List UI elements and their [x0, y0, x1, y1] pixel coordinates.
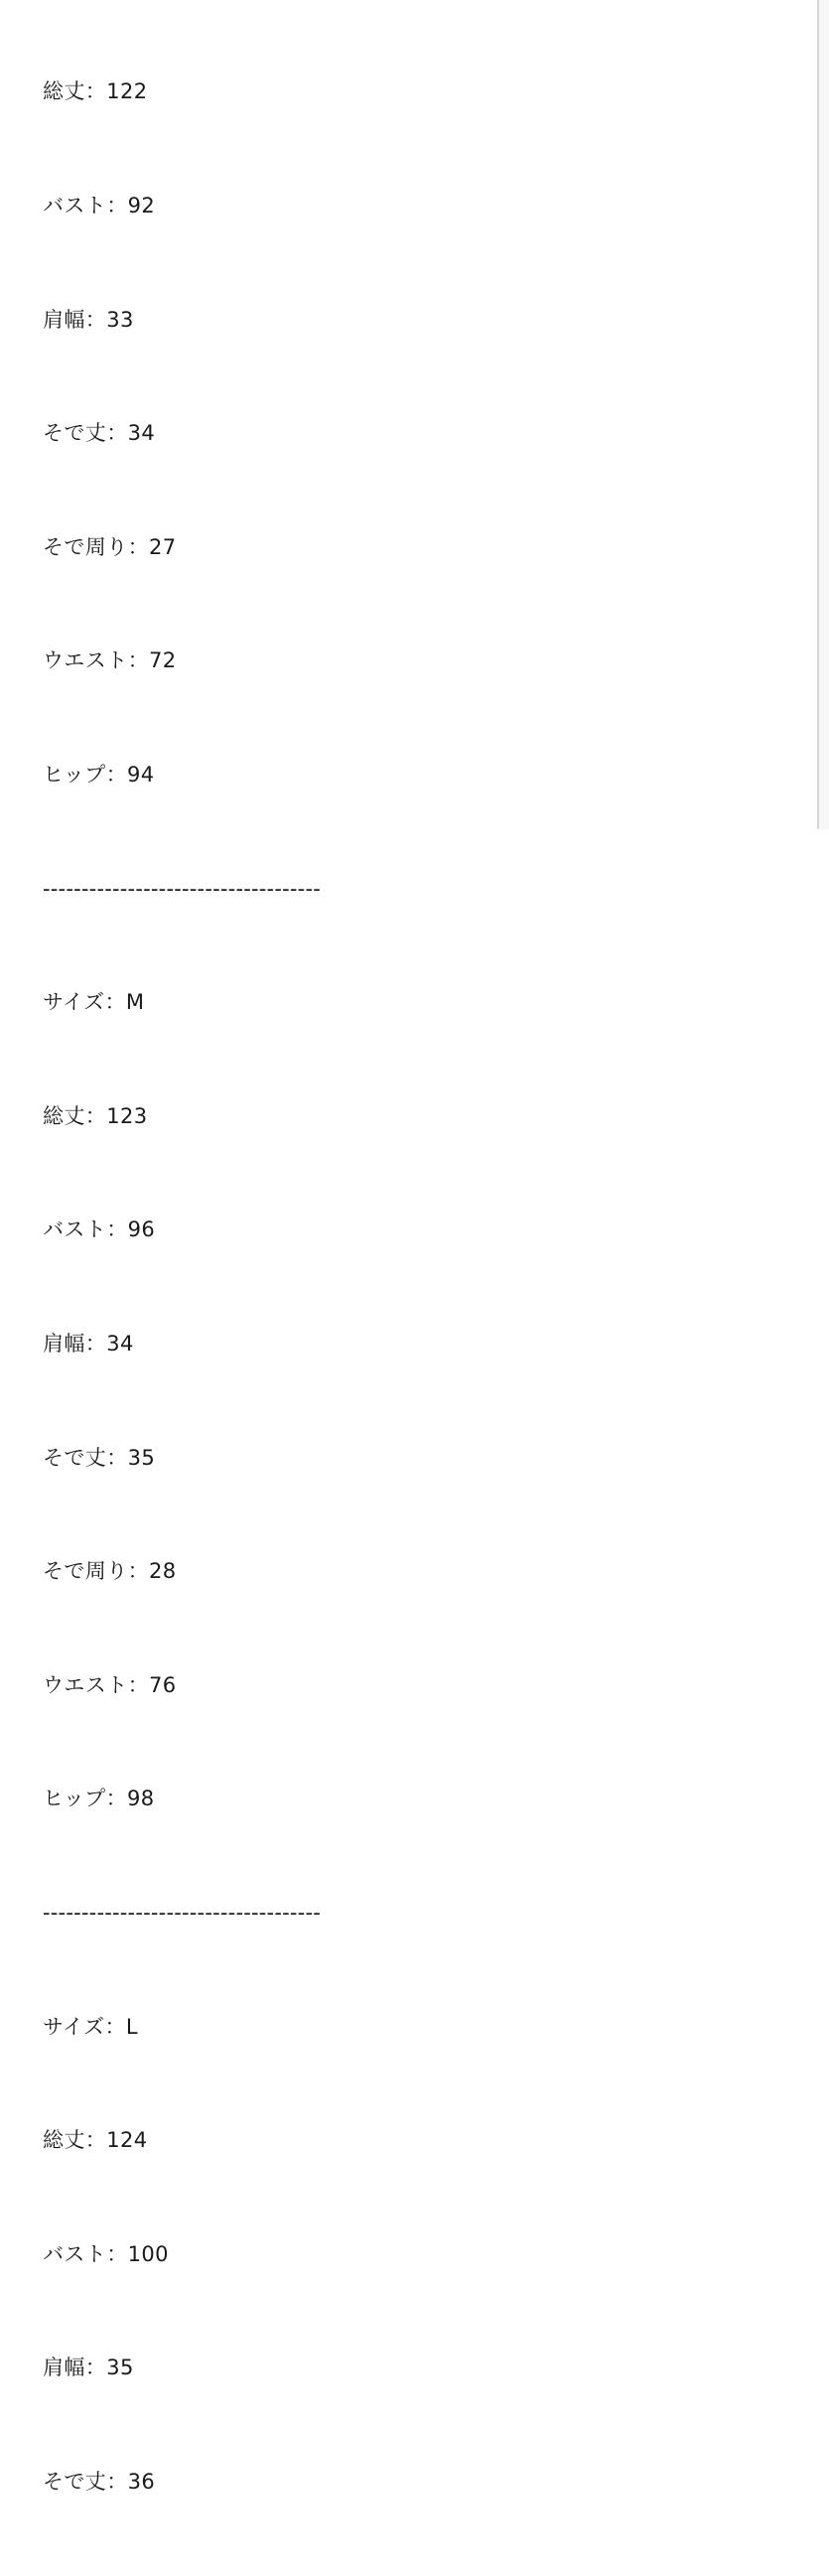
text-line: そで丈：36	[43, 2469, 156, 2494]
text-line: 総丈：123	[43, 1103, 148, 1128]
text-line: 肩幅：34	[43, 1331, 134, 1356]
text-line: バスト：92	[43, 194, 156, 217]
text-line: サイズ：L	[43, 2014, 139, 2039]
text-line: ヒップ：98	[43, 1787, 155, 1811]
separator-line: ------------------------------------	[43, 1900, 321, 1925]
text-line: ヒップ：94	[43, 762, 155, 787]
right-margin	[819, 0, 829, 829]
text-line: そで丈：34	[43, 421, 156, 446]
size-text-block	[43, 0, 797, 2576]
text-line: そで周り：28	[43, 1559, 177, 1584]
text-line: 総丈：122	[43, 79, 148, 104]
text-line: ウエスト：72	[43, 648, 177, 673]
text-line: 肩幅：33	[43, 307, 134, 332]
text-line: バスト：96	[43, 1217, 156, 1242]
text-line: 総丈：124	[43, 2128, 148, 2153]
text-line: サイズ：M	[43, 990, 145, 1015]
text-line: そで丈：35	[43, 1445, 156, 1470]
text-line: ウエスト：76	[43, 1672, 177, 1697]
text-line: そで周り：27	[43, 534, 177, 559]
text-line: 肩幅：35	[43, 2356, 134, 2380]
separator-line: ------------------------------------	[43, 876, 321, 901]
text-line: バスト：100	[43, 2241, 169, 2266]
